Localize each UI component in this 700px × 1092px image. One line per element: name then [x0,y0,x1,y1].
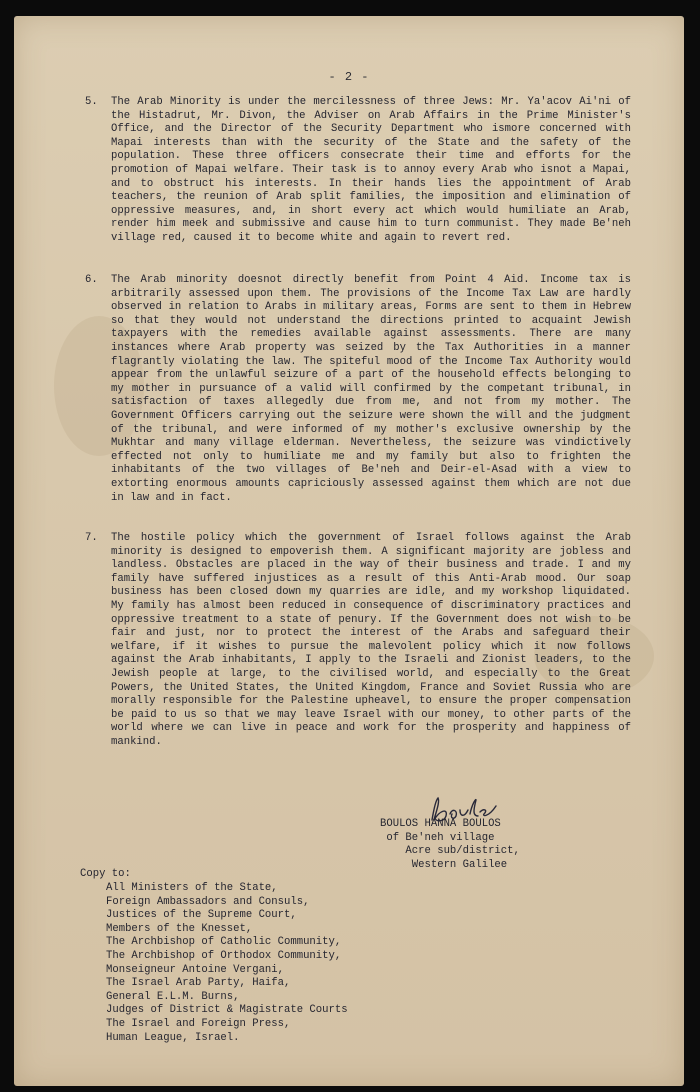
copy-recipient: Justices of the Supreme Court, [106,909,297,922]
paragraph-number: 7. [85,532,98,544]
paragraph-number: 6. [85,274,98,286]
copy-recipient: All Ministers of the State, [106,882,278,894]
copy-recipient: The Israel Arab Party, Haifa, [106,977,291,990]
paragraph-text: The hostile policy which the government of Israel follows against the Arab minority is designed to empoverish them. A significant majority are jobless and landless. Obstacles are placed in the way of their business and trade. I and my family have suffered injustices as a result of this Anti-Arab mood. Our soap business has been closed down my quarries are idle, and my workshop liquidated. My family has almost been reduced in consequence of discriminatory practices and oppressive treatment to a state of penury. If the Government does not wish to be fair and just, nor to protect the interest of the Arabs and safeguard their welfare, if it wishes to pursue the malevolent policy which it now follows against the Arab inhabitants, I apply to the Israeli and Zionist leaders, to the Jewish people at large, to the civilised world, and especially to the Great Powers, the United States, the United Kingdom, France and Soviet Russia who are morally responsible for the Palestine upheavel, to ensure the proper compensation be paid to us so that we may leave Israel with our money, to other parts of the world where we can live in peace and work for the prosperity and happiness of mankind. [111,532,631,748]
copy-recipient: The Archbishop of Catholic Community, [106,936,342,949]
signature-region: Western Galilee [380,858,508,871]
copy-recipient: Foreign Ambassadors and Consuls, [106,895,310,908]
signature-block [380,818,520,872]
copy-recipient: The Archbishop of Orthodox Community, [106,949,342,962]
signature-name: BOULOS HANNA BOULOS [380,818,501,830]
signature-village: of Be'neh village [380,831,495,844]
paragraph-number: 5. [85,96,98,108]
paragraph-7 [85,532,631,750]
paragraph-text: The Arab Minority is under the mercilessness of three Jews: Mr. Ya'acov Ai'ni of the Histadrut, Mr. Divon, the Adviser on Arab Affairs in the Prime Minister's Office, and the Director of the Security Department who ismore concerned with Mapai interests than with the security of the State and the safety of the population. These three officers consecrate their time and efforts for the promotion of Mapai welfare. Their task is to annoy every Arab who isnot a Mapai, and to obstruct his interests. In their hands lies the appointment of Arab teachers, the reunion of Arab split families, the imposition and elimination of oppressive measures, and, in short every act which would humiliate an Arab, render him meek and submissive and cause him to turn communist. They made Be'neh village red, caused it to become white and again to revert red. [111,96,631,244]
paragraph-6 [85,274,631,505]
document-page [14,16,684,1086]
copy-recipient: General E.L.M. Burns, [106,990,240,1003]
paragraph-text: The Arab minority doesnot directly benefit from Point 4 Aid. Income tax is arbitrarily assessed upon them. The provisions of the Income Tax Law are hardly observed in relation to Arabs in military areas, Forms are sent to them in Hebrew so that they would not understand the directions printed to acquaint Jewish taxpayers with the remedies available against assessments. There are many instances where Arab property was seized by the Tax Authorities in a manner flagrantly violating the law. The spiteful mood of the Income Tax Authority would appear from the unlawful seizure of a part of the household effects belonging to my mother in pursuance of a valid will confirmed by the competant tribunal, in satisfaction of taxes allegedly due from me, and not from my mother. The Government Officers carrying out the seizure were shown the will and the judgment of the tribunal, and were informed of my mother's exclusive ownership by the Mukhtar and many village elderman. Nevertheless, the seizure was vindictively effected not only to humiliate me and my family but also to frighten the inhabitants of the two villages of Be'neh and Deir-el-Asad with a view to extorting enormous amounts capriciously assessed against them which are not due in law and in fact. [111,274,631,504]
page-number: - 2 - [328,70,370,84]
copy-recipient: Human League, Israel. [106,1031,240,1044]
copy-to-list [106,882,348,1045]
paragraph-5 [85,96,631,246]
signature-district: Acre sub/district, [380,845,520,857]
copy-recipient: The Israel and Foreign Press, [106,1017,291,1030]
copy-to-label: Copy to: [80,868,131,880]
copy-recipient: Members of the Knesset, [106,922,253,935]
copy-recipient: Judges of District & Magistrate Courts [106,1004,348,1017]
copy-recipient: Monseigneur Antoine Vergani, [106,963,285,976]
